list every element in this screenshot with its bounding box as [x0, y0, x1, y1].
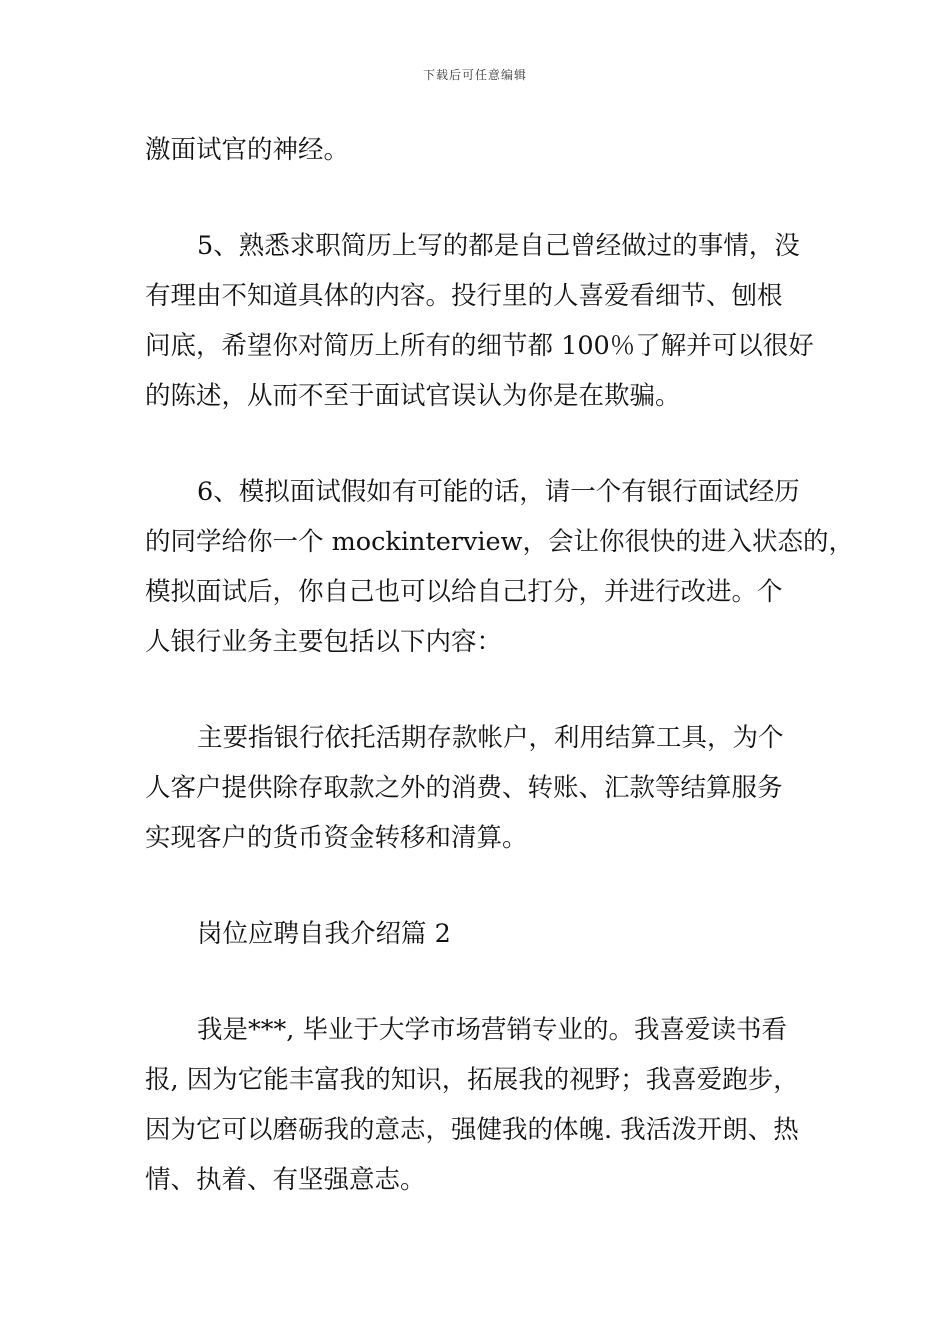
text-line: 的同学给你一个 mockinterview，会让你很快的进入状态的， — [145, 527, 854, 557]
text-line: 人银行业务主要包括以下内容： — [145, 627, 503, 657]
text-line: 情、执着、有坚强意志。 — [145, 1165, 426, 1195]
text-line: 我是***, 毕业于大学市场营销专业的。我喜爱读书看 — [197, 1015, 787, 1045]
paragraph-item-5 — [145, 221, 814, 421]
section-heading — [145, 909, 810, 959]
text-line: 激面试官的神经。 — [145, 135, 350, 165]
text-line: 人客户提供除存取款之外的消费、转账、汇款等结算服务 — [145, 773, 783, 803]
paragraph-gap — [145, 863, 810, 909]
text-line: 6、模拟面试假如有可能的话，请一个有银行面试经历 — [197, 477, 800, 507]
text-line: 主要指银行依托活期存款帐户，利用结算工具，为个 — [197, 723, 784, 753]
text-line: 报, 因为它能丰富我的知识，拓展我的视野；我喜爱跑步， — [145, 1065, 799, 1095]
text-line: 5、熟悉求职简历上写的都是自己曾经做过的事情，没 — [197, 231, 800, 261]
text-line: 问底，希望你对简历上所有的细节都 100％了解并可以很好 — [145, 331, 814, 361]
paragraph-gap — [145, 959, 810, 1005]
paragraph-item-6 — [145, 467, 854, 667]
text-line: 因为它可以磨砺我的意志，强健我的体魄. 我活泼开朗、热 — [145, 1115, 799, 1145]
paragraph-gap — [145, 421, 810, 467]
text-line: 岗位应聘自我介绍篇 2 — [197, 919, 451, 949]
text-line: 模拟面试后，你自己也可以给自己打分，并进行改进。个 — [145, 577, 783, 607]
paragraph-self-intro — [145, 1005, 810, 1205]
text-line: 有理由不知道具体的内容。投行里的人喜爱看细节、刨根 — [145, 281, 783, 311]
text-line: 实现客户的货币资金转移和清算。 — [145, 823, 528, 853]
document-body — [145, 125, 854, 1205]
paragraph-continuation — [145, 125, 810, 175]
paragraph-gap — [145, 175, 810, 221]
page-header: 下载后可任意编辑 — [422, 68, 527, 82]
paragraph-settlement — [145, 713, 810, 863]
paragraph-gap — [145, 667, 810, 713]
text-line: 的陈述，从而不至于面试官误认为你是在欺骗。 — [145, 381, 681, 411]
